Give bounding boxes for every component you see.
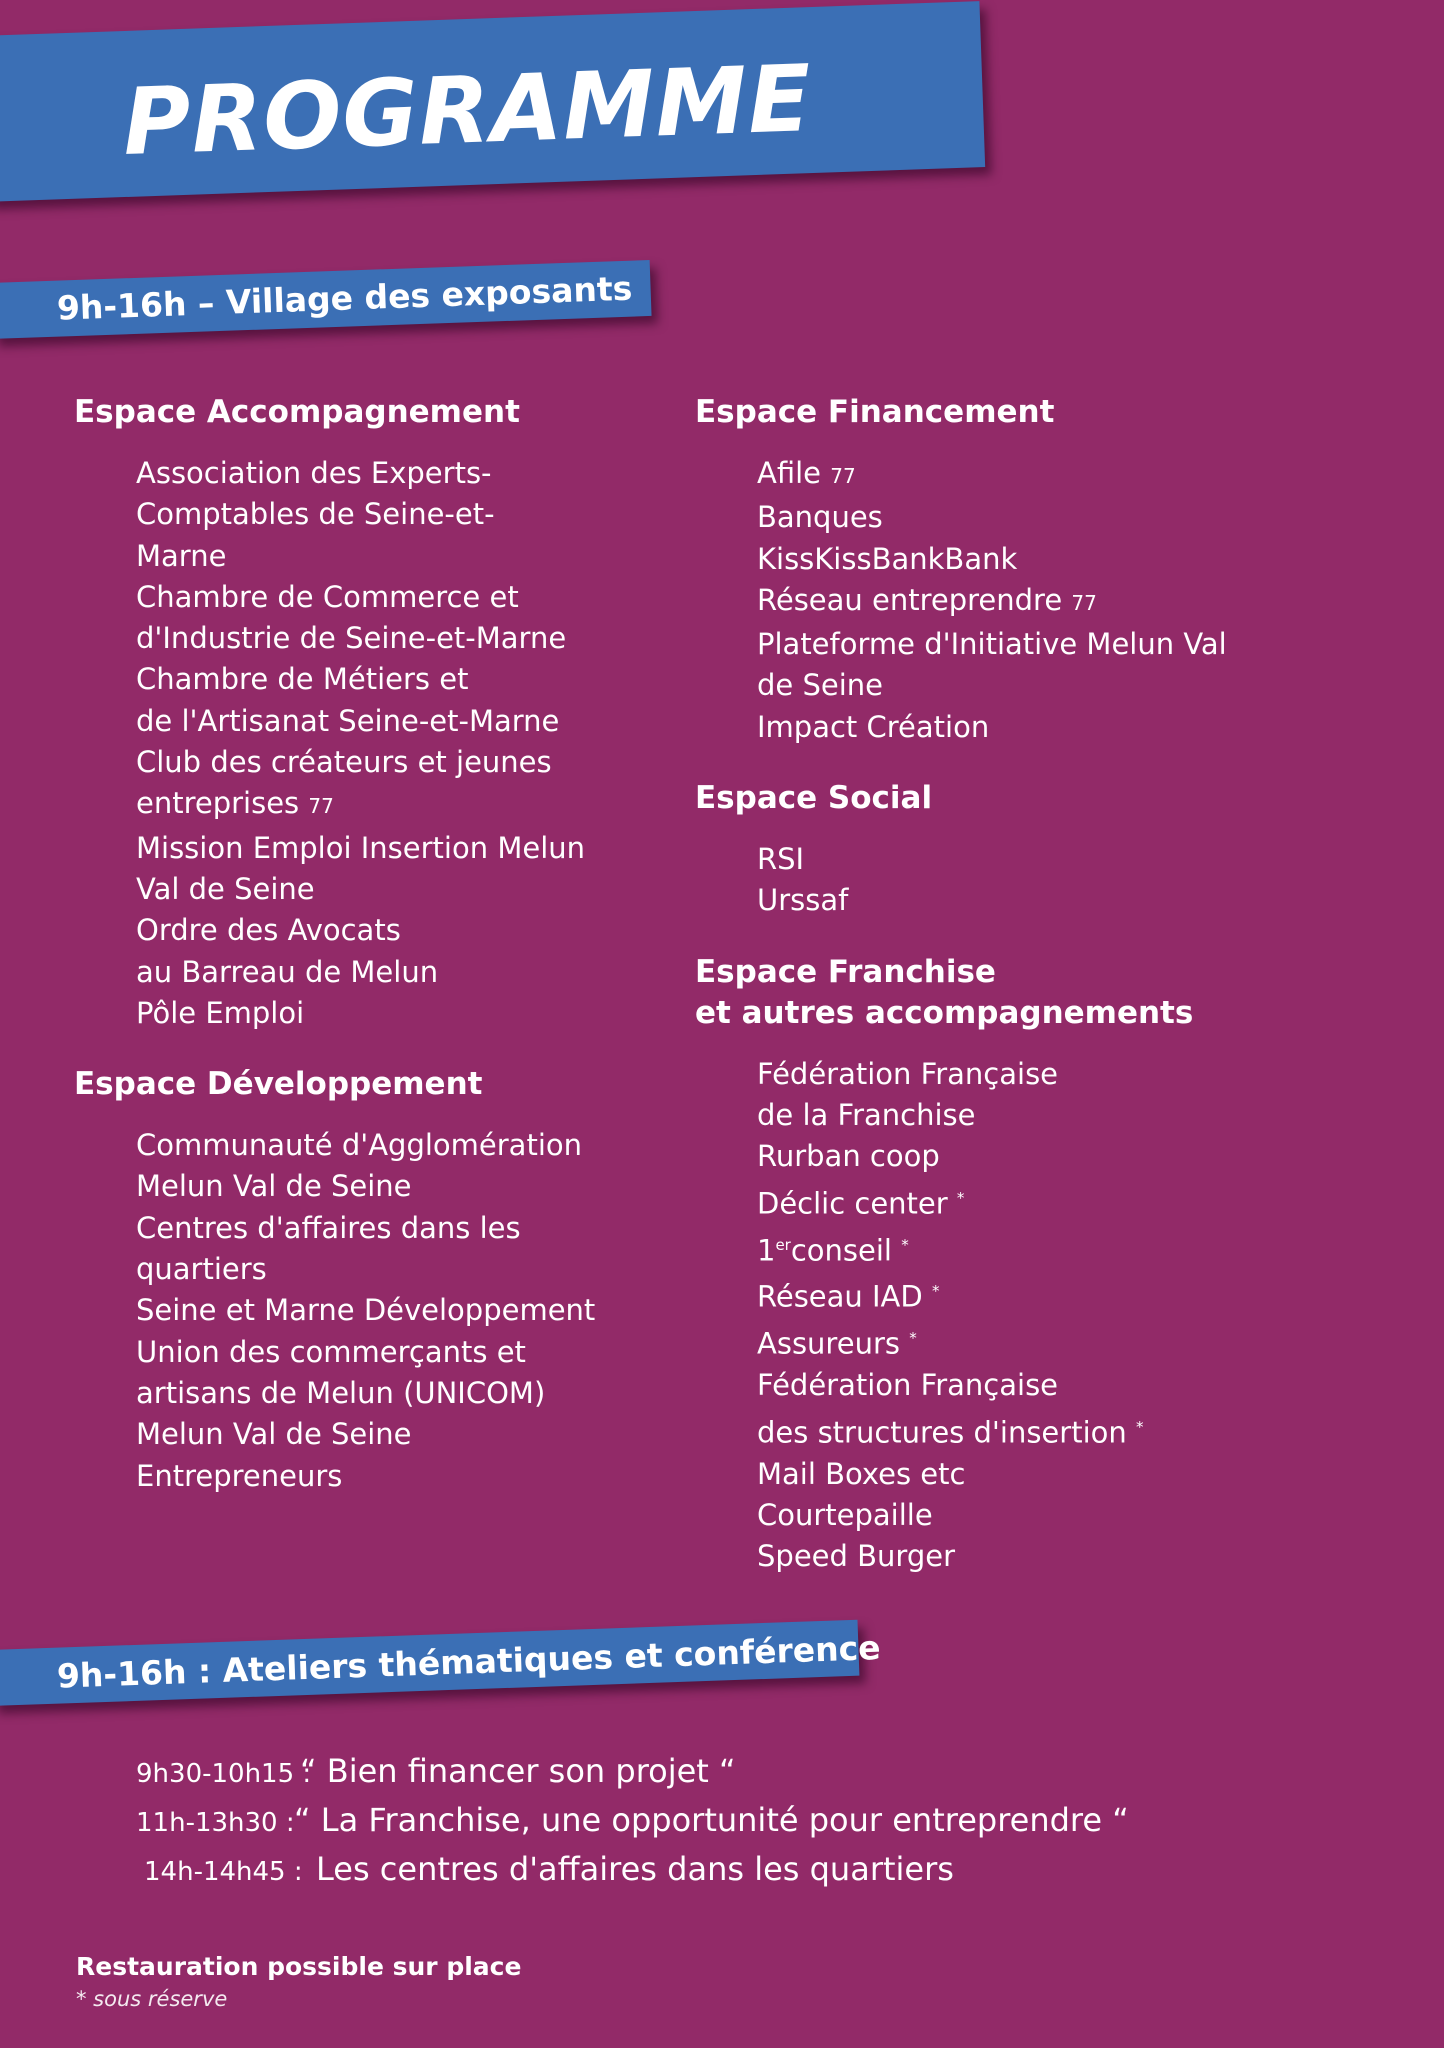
list-item-text: conseil: [790, 1233, 892, 1268]
developpement-heading: Espace Développement: [74, 1066, 483, 1103]
asterisk: *: [1135, 1417, 1144, 1436]
left-column: [74, 392, 674, 1527]
schedule-time: 9h30-10h15 :: [136, 1759, 312, 1789]
list-item: Plateforme d'Initiative Melun Val: [757, 627, 1227, 662]
list-item-text: Réseau IAD: [757, 1280, 923, 1315]
list-item-number: 1: [757, 1233, 776, 1268]
list-item: Union des commerçants et: [136, 1334, 526, 1369]
list-item: Seine et Marne Développement: [136, 1293, 596, 1328]
village-banner-text: 9h-16h – Village des exposants: [56, 268, 633, 328]
list-item: Entrepreneurs: [136, 1458, 343, 1493]
right-column: [695, 392, 1395, 1608]
dept-number: 77: [830, 464, 856, 488]
list-item: Impact Création: [757, 709, 990, 744]
franchise-heading: [695, 952, 1395, 1034]
franchise-heading-line1: Espace Franchise: [695, 953, 996, 990]
schedule-row: [136, 1846, 1129, 1895]
list-item: Fédération Française: [757, 1368, 1059, 1403]
developpement-list: [136, 1125, 674, 1497]
list-item: d'Industrie de Seine-et-Marne: [136, 621, 567, 656]
reserve-note: * sous réserve: [76, 1987, 228, 2011]
franchise-heading-line2: et autres accompagnements: [695, 994, 1194, 1031]
list-item: Marne: [136, 538, 227, 573]
list-item-text: Réseau entreprendre: [757, 582, 1063, 617]
list-item: [136, 783, 674, 827]
schedule-time: 11h-13h30 :: [136, 1808, 295, 1838]
list-item: [757, 1318, 1395, 1365]
schedule-title: “ Bien financer son projet “: [300, 1752, 736, 1790]
dept-number: 77: [308, 794, 334, 819]
social-list: [757, 839, 1395, 922]
footer: [76, 1950, 521, 2014]
village-banner: [0, 260, 652, 339]
schedule-title: Les centres d'affaires dans les quartiers: [316, 1850, 954, 1888]
list-item: [757, 1178, 1395, 1225]
list-item: Pôle Emploi: [136, 995, 305, 1030]
page-title: PROGRAMME: [121, 45, 814, 177]
list-item: KissKissBankBank: [757, 541, 1018, 576]
list-item: [757, 1225, 1395, 1272]
list-item: de l'Artisanat Seine-et-Marne: [136, 703, 560, 738]
ateliers-banner-text: 9h-16h : Ateliers thématiques et conférence: [56, 1627, 882, 1696]
asterisk: *: [931, 1282, 940, 1301]
dept-number: 77: [1071, 590, 1097, 615]
list-item: Fédération Française: [757, 1056, 1059, 1091]
list-item: Melun Val de Seine: [136, 1169, 412, 1204]
list-item: Club des créateurs et jeunes: [136, 745, 552, 780]
list-item: de la Franchise: [757, 1097, 976, 1132]
ordinal-suffix: er: [775, 1235, 791, 1254]
list-item: RSI: [757, 842, 805, 877]
asterisk: *: [909, 1329, 917, 1348]
list-item: Courtepaille: [757, 1497, 933, 1532]
schedule-time: 14h-14h45 :: [144, 1857, 303, 1887]
list-item: Chambre de Commerce et: [136, 579, 519, 614]
list-item: [757, 1407, 1395, 1454]
social-heading: Espace Social: [695, 780, 933, 817]
list-item: Speed Burger: [757, 1539, 955, 1574]
asterisk: *: [901, 1235, 909, 1254]
asterisk: *: [956, 1188, 965, 1207]
ateliers-banner: [0, 1620, 882, 1706]
list-item-text: des structures d'insertion: [757, 1415, 1127, 1450]
list-item: Comptables de Seine-et-: [136, 497, 495, 532]
accompagnement-list: [136, 453, 674, 1034]
financement-list: [757, 453, 1395, 748]
list-item: Communauté d'Agglomération: [136, 1128, 583, 1163]
list-item: Melun Val de Seine: [136, 1417, 412, 1452]
list-item: [757, 1271, 1395, 1318]
list-item: Val de Seine: [136, 871, 315, 906]
list-item: Urssaf: [757, 883, 849, 918]
list-item: au Barreau de Melun: [136, 954, 439, 989]
list-item: de Seine: [757, 668, 883, 703]
list-item: Mail Boxes etc: [757, 1456, 966, 1491]
restauration-note: Restauration possible sur place: [76, 1952, 522, 1981]
list-item: artisans de Melun (UNICOM): [136, 1375, 546, 1410]
list-item: Centres d'affaires dans les: [136, 1210, 521, 1245]
list-item: Chambre de Métiers et: [136, 662, 469, 697]
list-item: [757, 453, 1395, 497]
list-item: Association des Experts-: [136, 456, 492, 490]
ateliers-schedule: [136, 1748, 1129, 1895]
list-item-text: Afile: [757, 456, 822, 490]
list-item: Banques: [757, 500, 883, 535]
list-item: Rurban coop: [757, 1139, 940, 1174]
list-item: Mission Emploi Insertion Melun: [136, 830, 586, 865]
list-item-text: Assureurs: [757, 1327, 900, 1362]
list-item-text: entreprises: [136, 786, 300, 821]
schedule-row: [136, 1797, 1129, 1846]
franchise-list: [757, 1054, 1395, 1578]
list-item-text: Déclic center: [757, 1186, 948, 1221]
list-item: Ordre des Avocats: [136, 913, 401, 948]
financement-heading: Espace Financement: [695, 394, 1055, 430]
schedule-title: “ La Franchise, une opportunité pour entreprendre “: [294, 1801, 1129, 1839]
list-item: [757, 580, 1395, 624]
accompagnement-heading: Espace Accompagnement: [74, 394, 520, 430]
title-banner: [0, 1, 985, 202]
schedule-row: [136, 1748, 1129, 1797]
list-item: quartiers: [136, 1252, 267, 1287]
